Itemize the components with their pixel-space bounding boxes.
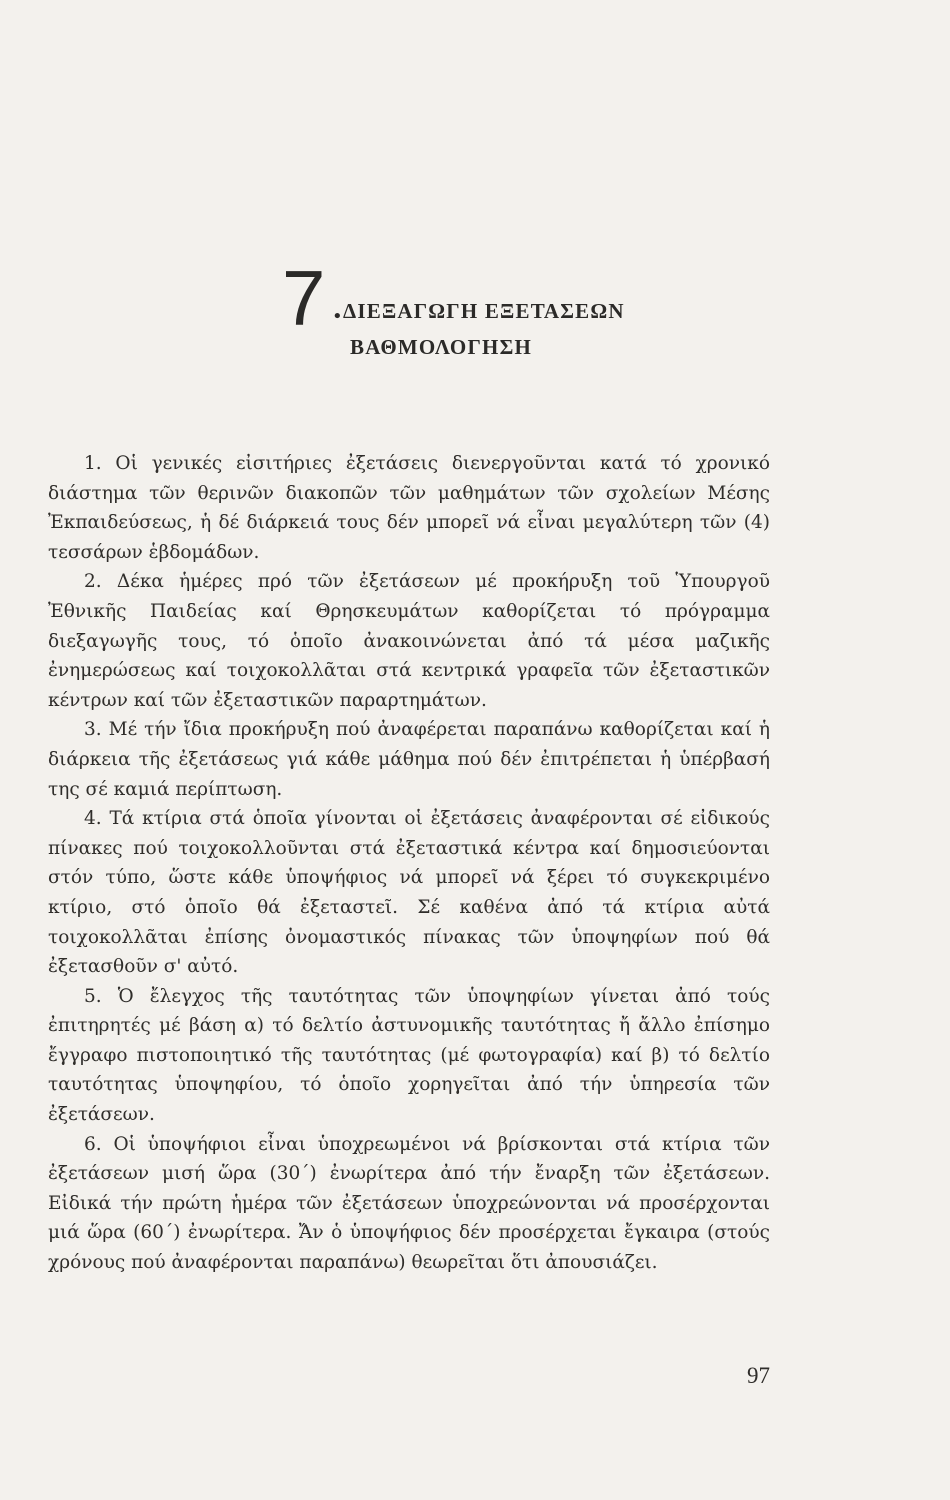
paragraph-4: 4. Τά κτίρια στά ὁποῖα γίνονται οἱ ἐξετάσεις ἀναφέρονται σέ εἰδικούς πίνακες πού τοιχοκολλοῦνται στά ἐξεταστικά κέντρα καί δημοσιεύονται στόν τύπο, ὥστε κάθε ὑποψήφιος νά μπορεῖ νά ξέρει τό συγκεκριμένο κτίριο, στό ὁποῖο θά ἐξεταστεῖ. Σέ καθένα ἀπό τά κτίρια αὐτά τοιχοκολλᾶται ἐπίσης ὀνομαστικός πίνακας τῶν ὑποψηφίων πού θά ἐξετασθοῦν σ' αὐτό. <box>48 808 770 978</box>
paragraph-5: 5. Ὁ ἔλεγχος τῆς ταυτότητας τῶν ὑποψηφίων γίνεται ἀπό τούς ἐπιτηρητές μέ βάση α) τό δελτίο ἀστυνομικῆς ταυτότητας ἤ ἄλλο ἐπίσημο ἔγγραφο πιστοποιητικό τῆς ταυτότητας (μέ φωτογραφία) καί β) τό δελτίο ταυτότητας ὑποψηφίου, τό ὁποῖο χορηγεῖται ἀπό τήν ὑπηρεσία τῶν ἐξετάσεων. <box>48 985 770 1126</box>
chapter-number: 7 <box>282 254 326 342</box>
chapter-title-line-2: ΒΑΘΜΟΛΟΓΗΣΗ <box>350 335 533 359</box>
chapter-title-line-1: ΔΙΕΞΑΓΩΓΗ ΕΞΕΤΑΣΕΩΝ <box>343 299 625 323</box>
paragraph-2: 2. Δέκα ἡμέρες πρό τῶν ἐξετάσεων μέ προκήρυξη τοῦ Ὑπουργοῦ Ἐθνικῆς Παιδείας καί Θρησκευμάτων καθορίζεται τό πρόγραμμα διεξαγωγῆς τους, τό ὁποῖο ἀνακοινώνεται ἀπό τά μέσα μαζικῆς ἐνημερώσεως καί τοιχοκολλᾶται στά κεντρικά γραφεῖα τῶν ἐξεταστικῶν κέντρων καί τῶν ἐξεταστικῶν παραρτημάτων. <box>48 571 770 711</box>
chapter-heading <box>282 254 702 368</box>
paragraph-1: 1. Οἱ γενικές εἰσιτήριες ἐξετάσεις διενεργοῦνται κατά τό χρονικό διάστημα τῶν θερινῶν διακοπῶν τῶν μαθημάτων τῶν σχολείων Μέσης Ἐκπαιδεύσεως, ἡ δέ διάρκειά τους δέν μπορεῖ νά εἶναι μεγαλύτερη τῶν (4) τεσσάρων ἑβδομάδων. <box>48 453 770 563</box>
body-text <box>48 449 770 1278</box>
page-number: 97 <box>747 1363 770 1388</box>
paragraph-3: 3. Μέ τήν ἴδια προκήρυξη πού ἀναφέρεται παραπάνω καθορίζεται καί ἡ διάρκεια τῆς ἐξετάσεως γιά κάθε μάθημα πού δέν ἐπιτρέπεται ἡ ὑπέρβασή της σέ καμιά περίπτωση. <box>48 719 770 800</box>
paragraph-6: 6. Οἱ ὑποψήφιοι εἶναι ὑποχρεωμένοι νά βρίσκονται στά κτίρια τῶν ἐξετάσεων μισή ὥρα (30΄) ἐνωρίτερα ἀπό τήν ἔναρξη τῶν ἐξετάσεων. Εἰδικά τήν πρώτη ἡμέρα τῶν ἐξετάσεων ὑποχρεώνονται νά προσέρχονται μιά ὥρα (60΄) ἐνωρίτερα. Ἄν ὁ ὑποψήφιος δέν προσέρχεται ἔγκαιρα (στούς χρόνους πού ἀναφέρονται παραπάνω) θεωρεῖται ὅτι ἀπουσιάζει. <box>48 1133 770 1274</box>
chapter-bullet: • <box>332 306 343 327</box>
